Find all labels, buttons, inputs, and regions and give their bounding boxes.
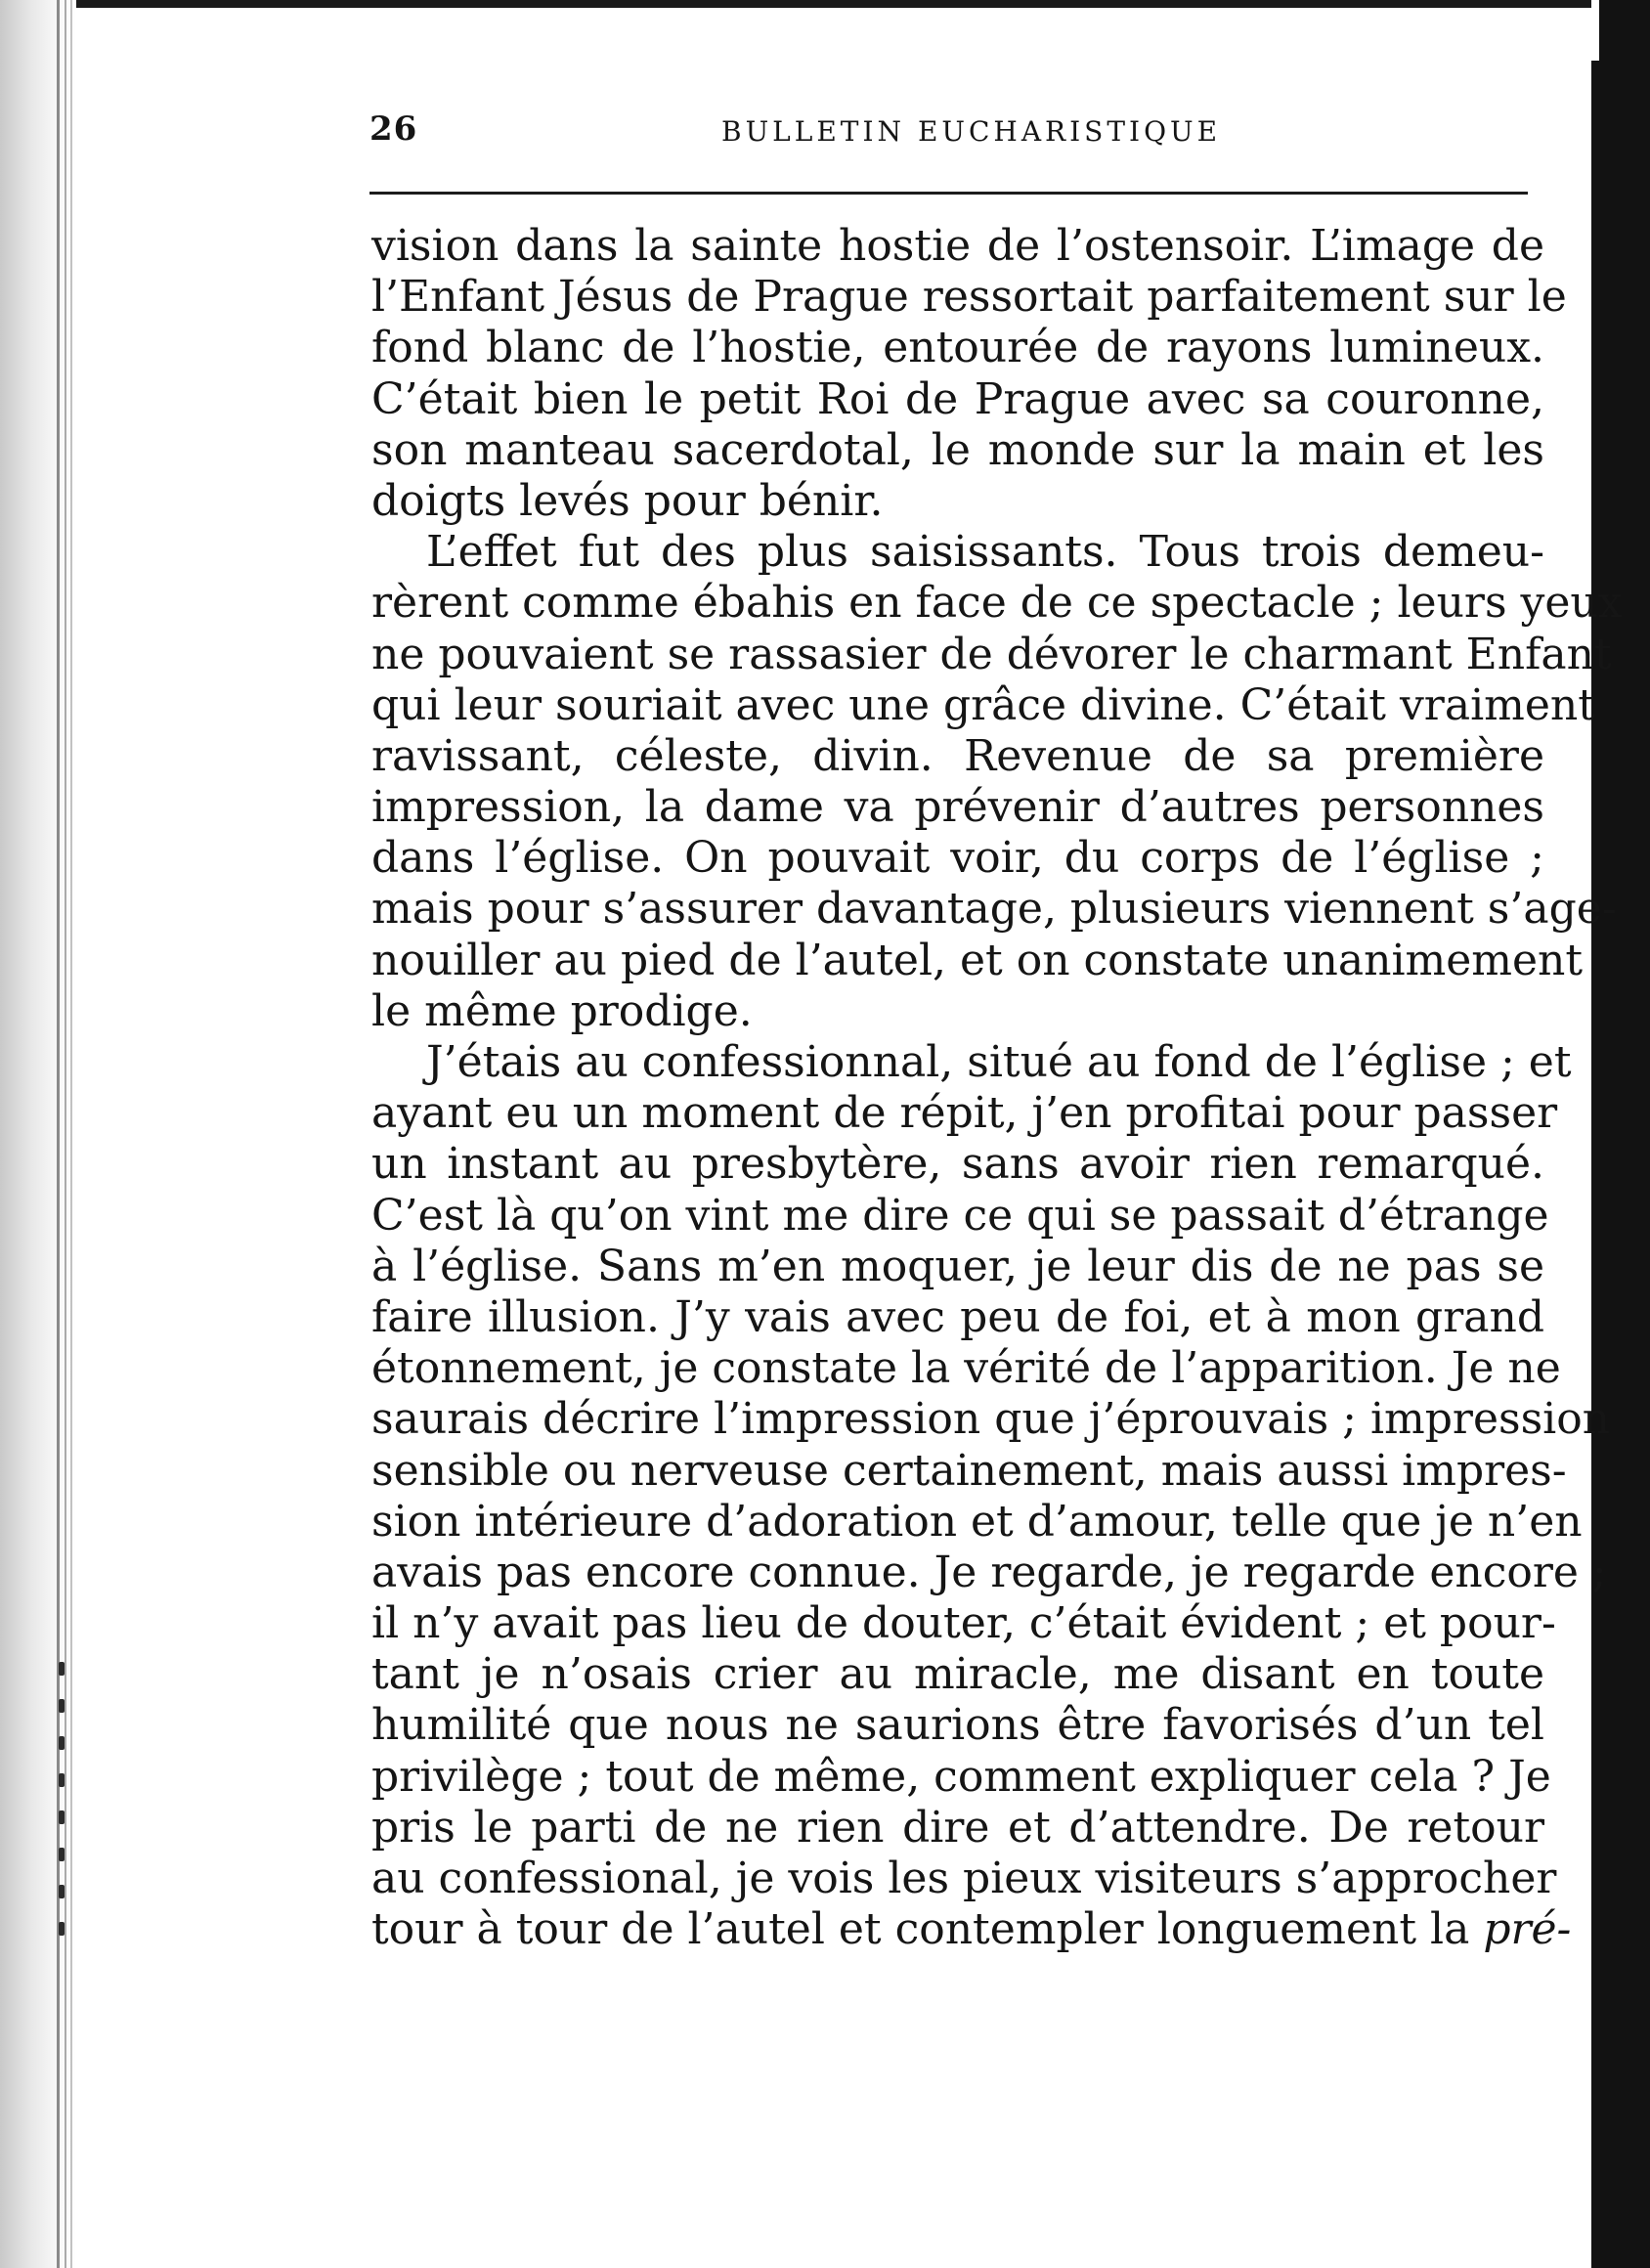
text-line-content: à l’église. Sans m’en moquer, je leur dis de ne pas se [371,1241,1544,1291]
text-line-content: humilité que nous ne saurions être favorisés d’un tel [371,1700,1544,1751]
text-line [371,1394,1611,1445]
scan-right-edge [1591,0,1650,2268]
text-line-content: C’était bien le petit Roi de Prague avec sa couronne, [371,373,1544,424]
header-rule [369,192,1528,195]
text-line [371,629,1612,680]
running-title: BULLETIN EUCHARISTIQUE [721,115,1222,148]
text-line-content: qui leur souriait avec une grâce divine. C’était vraiment [371,679,1595,730]
text-line-content: ravissant, céleste, divin. Revenue de sa première [371,730,1544,781]
text-line [371,1343,1561,1394]
text-line-content: C’est là qu’on vint me dire ce qui se passait d’étrange [371,1190,1549,1241]
text-line [371,1649,1544,1700]
text-line-content: impression, la dame va prévenir d’autres personnes [371,782,1544,833]
text-line-content: nouiller au pied de l’autel, et on constate unanimement [371,935,1584,985]
text-line-content: un instant au presbytère, sans avoir rien remarqué. [371,1139,1544,1190]
text-line-content: vision dans la sainte hostie de l’ostensoir. L’image de [371,221,1544,271]
text-line [371,1904,1572,1955]
text-line-content: pris le parti de ne rien dire et d’attendre. De retour [371,1802,1544,1853]
text-line [371,1496,1583,1548]
text-line [371,731,1544,782]
text-line-content: l’Enfant Jésus de Prague ressortait parfaitement sur le [371,272,1567,323]
text-line [371,782,1544,833]
binding-marks [59,1662,68,1984]
text-line-content: avais pas encore connue. Je regarde, je regarde encore ; [371,1547,1607,1597]
page-header [369,102,1542,180]
text-line-content: tant je n’osais crier au miracle, me disant en toute [371,1649,1544,1700]
text-line-content: étonnement, je constate la vérité de l’apparition. Je ne [371,1343,1561,1394]
text-line [371,374,1544,425]
text-line [371,1445,1567,1497]
text-line-content: ne pouvaient se rassasier de dévorer le charmant Enfant [371,629,1612,679]
text-line-content: doigts levés pour bénir. [371,475,884,526]
text-line-content: le même prodige. [371,985,753,1036]
text-line-content: sion intérieure d’adoration et d’amour, telle que je n’en [371,1496,1583,1547]
text-line-content: il n’y avait pas lieu de douter, c’était évident ; et pour- [371,1598,1556,1649]
text-line-content: mais pour s’assurer davantage, plusieurs viennent s’age- [371,884,1617,935]
text-line [371,1700,1544,1751]
text-line [371,884,1617,935]
text-line [371,986,1544,1037]
text-line [371,1088,1558,1139]
text-line-content: tour à tour de l’autel et contempler longuement la [371,1904,1470,1955]
text-line [371,1190,1549,1242]
text-line-content: dans l’église. On pouvait voir, du corps de l’église ; [371,833,1544,884]
text-line [371,527,1544,578]
scan-top-edge [0,0,1650,8]
text-line [371,1803,1544,1854]
text-line [371,323,1544,373]
text-line [371,1854,1557,1904]
text-line [371,1037,1572,1088]
text-line-content: J’étais au confessionnal, situé au fond de l’église ; et [426,1037,1572,1087]
text-line-content: L’effet fut des plus saisissants. Tous trois demeu- [426,527,1544,578]
text-line [371,1292,1544,1343]
text-line [371,1598,1556,1649]
text-line [371,1139,1544,1190]
page-stack-edge [70,0,72,2268]
text-line-content: ayant eu un moment de répit, j’en profitai pour passer [371,1088,1558,1139]
text-line [371,1751,1551,1803]
text-line [371,272,1567,323]
text-line [371,679,1595,731]
text-line-content: au confessional, je vois les pieux visiteurs s’approcher [371,1854,1557,1903]
text-line-italic: pré- [1483,1904,1572,1955]
scan-right-notch [1591,0,1599,61]
text-line [371,1242,1544,1292]
text-line [371,578,1623,629]
text-line-content: privilège ; tout de même, comment expliquer cela ? Je [371,1751,1551,1802]
text-line-content: sensible ou nerveuse certainement, mais aussi impres- [371,1445,1567,1496]
text-line [371,425,1544,476]
text-line [371,833,1544,884]
text-line-content: faire illusion. J’y vais avec peu de foi, et à mon grand [371,1291,1544,1342]
text-line [371,221,1544,272]
body-text [371,221,1623,1955]
text-line [371,476,1544,527]
text-line [371,1547,1607,1598]
text-line [371,935,1584,986]
text-line-content: rèrent comme ébahis en face de ce spectacle ; leurs yeux [371,578,1623,629]
page-number: 26 [369,109,418,149]
text-line-content: saurais décrire l’impression que j’éprouvais ; impression [371,1394,1611,1445]
text-line-content: fond blanc de l’hostie, entourée de rayons lumineux. [371,323,1544,373]
text-line-content: son manteau sacerdotal, le monde sur la main et les [371,424,1544,475]
